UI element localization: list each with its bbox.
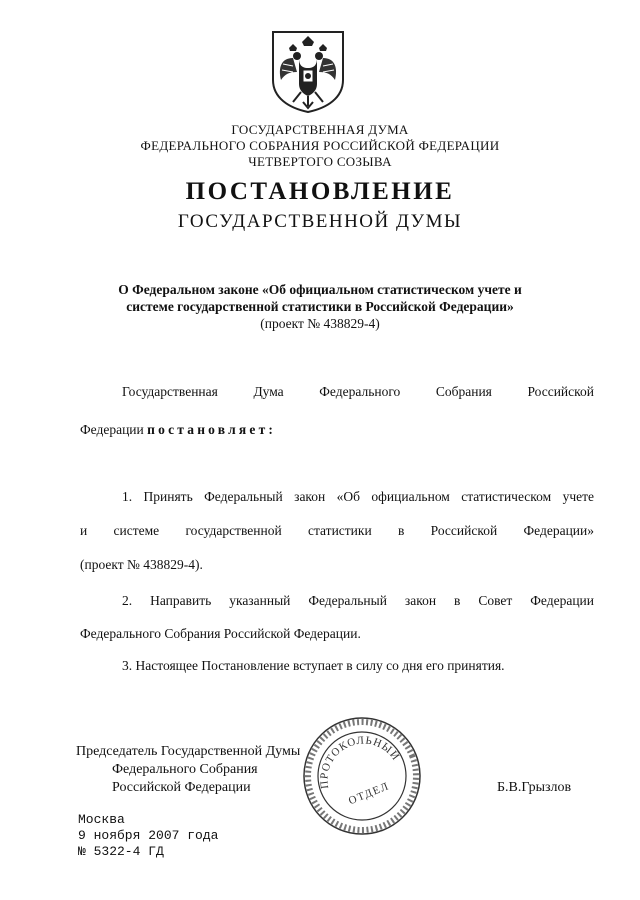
header-line-2: ФЕДЕРАЛЬНОГО СОБРАНИЯ РОССИЙСКОЙ ФЕДЕРАЦИИ	[140, 138, 500, 153]
signatory-name: Б.В.Грызлов	[497, 780, 572, 795]
item-1-line-2: и системе государственной статистики в Российской Федерации»	[80, 523, 594, 538]
subject-line-2: системе государственной статистики в Российской Федерации»	[126, 299, 514, 314]
header-line-1: ГОСУДАРСТВЕННАЯ ДУМА	[231, 122, 409, 137]
preamble-line-2	[80, 422, 276, 438]
signatory-title-line-1: Председатель Государственной Думы	[76, 744, 301, 759]
stamp-bottom-text: ОТДЕЛ	[346, 779, 392, 808]
item-2-line-2: Федерального Собрания Российской Федерации.	[80, 626, 361, 641]
preamble-line-1: Государственная Дума Федерального Собрания Российской	[122, 384, 594, 399]
header-line-3: ЧЕТВЕРТОГО СОЗЫВА	[248, 154, 392, 169]
document-subtitle: ГОСУДАРСТВЕННОЙ ДУМЫ	[177, 211, 463, 232]
stamp-top-text: ПРОТОКОЛЬНЫЙ	[318, 734, 402, 790]
item-3-line-1: 3. Настоящее Постановление вступает в силу со дня его принятия.	[122, 658, 505, 673]
signatory-title-line-2: Федерального Собрания	[112, 762, 258, 777]
resolves-word: постановляет:	[147, 422, 277, 437]
footer-city: Москва	[78, 812, 125, 827]
svg-text:ПРОТОКОЛЬНЫЙ	[305, 721, 403, 792]
footer-number: № 5322-4 ГД	[78, 844, 164, 859]
subject-line-1: О Федеральном законе «Об официальном статистическом учете и	[118, 282, 522, 297]
subject-line-3: (проект № 438829-4)	[260, 316, 380, 331]
coat-of-arms-icon	[269, 28, 347, 114]
document-title: ПОСТАНОВЛЕНИЕ	[185, 178, 455, 205]
signatory-title-line-3: Российской Федерации	[112, 780, 251, 795]
item-1-line-1: 1. Принять Федеральный закон «Об официальном статистическом учете	[122, 489, 594, 504]
item-2-line-1: 2. Направить указанный Федеральный закон в Совет Федерации	[122, 593, 594, 608]
item-1-line-3: (проект № 438829-4).	[80, 557, 203, 572]
preamble-federation: Федерации	[80, 422, 148, 437]
official-stamp	[300, 714, 424, 838]
footer-date: 9 ноября 2007 года	[78, 828, 219, 843]
